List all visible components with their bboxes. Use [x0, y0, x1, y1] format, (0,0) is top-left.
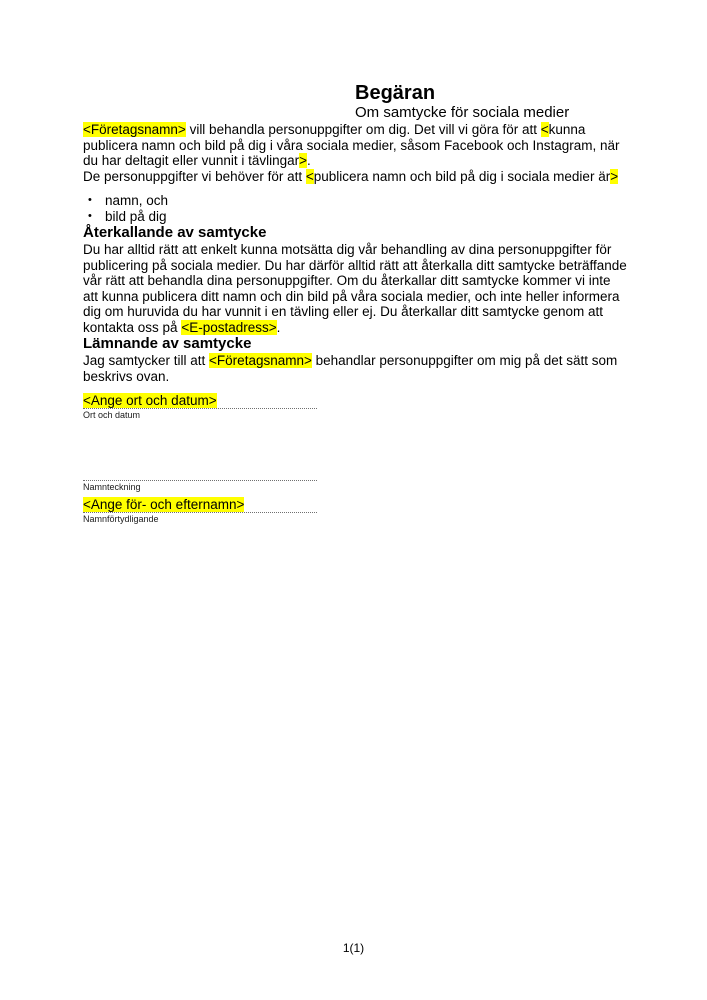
- place-date-line: [83, 394, 317, 409]
- bullet-icon: •: [88, 209, 92, 222]
- signature-field: [83, 466, 317, 493]
- title-block: [355, 82, 629, 122]
- text-run: vill behandla personuppgifter om dig. Det vill vi göra för att: [185, 122, 541, 137]
- highlighted-placeholder[interactable]: >: [610, 168, 619, 184]
- highlighted-placeholder[interactable]: <: [540, 122, 549, 137]
- text-run: publicera namn och bild på dig i sociala medier är: [313, 168, 611, 184]
- list-item-text: namn, och: [105, 193, 169, 208]
- revocation-heading: Återkallande av samtycke: [83, 224, 267, 241]
- name-clarification-label: Namnförtydligande: [83, 514, 159, 524]
- text-run: Du har alltid rätt att enkelt kunna motsätta dig vår behandling av dina personuppgifter för publicering på sociala medier. Du har därför alltid rätt att återkalla ditt samtycke beträffande vår rätt att behandla dina personuppgifter. Om du återkallar ditt samtycke kommer vi inte att kunna publicera ditt namn och din bild på våra sociala medier, och inte heller informera dig om huruvida du har vunnit i en tävling eller ej. Du återkallar ditt samtycke genom att kontakta oss på: [83, 242, 627, 335]
- name-placeholder[interactable]: <Ange för- och efternamn>: [83, 497, 245, 512]
- highlighted-placeholder[interactable]: <Företagsnamn>: [209, 353, 312, 368]
- page-title: Begäran: [355, 82, 436, 104]
- highlighted-placeholder[interactable]: <: [305, 168, 314, 184]
- page-subtitle: Om samtycke för sociala medier: [355, 104, 570, 121]
- name-clarification-field: [83, 498, 317, 525]
- place-date-label: Ort och datum: [83, 410, 141, 420]
- revocation-paragraph: [83, 242, 629, 335]
- highlighted-placeholder[interactable]: <E-postadress>: [181, 319, 277, 335]
- personal-data-list: [83, 193, 629, 224]
- text-run: De personuppgifter vi behöver för att: [83, 168, 306, 184]
- consent-paragraph: [83, 353, 629, 384]
- list-item: [88, 193, 629, 209]
- signature-label: Namnteckning: [83, 482, 141, 492]
- highlighted-placeholder[interactable]: >: [299, 153, 308, 168]
- list-item: [88, 209, 629, 225]
- highlighted-placeholder[interactable]: <Företagsnamn>: [83, 122, 186, 137]
- text-run: .: [276, 319, 281, 335]
- place-date-field: [83, 394, 317, 421]
- list-item-text: bild på dig: [105, 208, 167, 224]
- consent-heading: Lämnande av samtycke: [83, 335, 252, 352]
- text-run: .: [307, 153, 311, 168]
- place-date-placeholder[interactable]: <Ange ort och datum>: [83, 393, 217, 408]
- page-number: 1(1): [342, 941, 365, 955]
- text-run: Jag samtycker till att: [83, 353, 210, 368]
- intro-paragraph: [83, 122, 629, 169]
- data-needed-paragraph: [83, 169, 629, 185]
- text-run: kunna publicera namn och bild på dig i våra sociala medier, såsom Facebook och Instagram, när du har deltagit eller vunnit i tävlingar: [83, 122, 620, 168]
- bullet-icon: •: [88, 194, 92, 206]
- document-content: [83, 0, 629, 525]
- name-clarification-line: [83, 498, 317, 513]
- text-run: behandlar personuppgifter om mig på det sätt som beskrivs ovan.: [83, 353, 618, 384]
- signature-line[interactable]: [83, 466, 317, 481]
